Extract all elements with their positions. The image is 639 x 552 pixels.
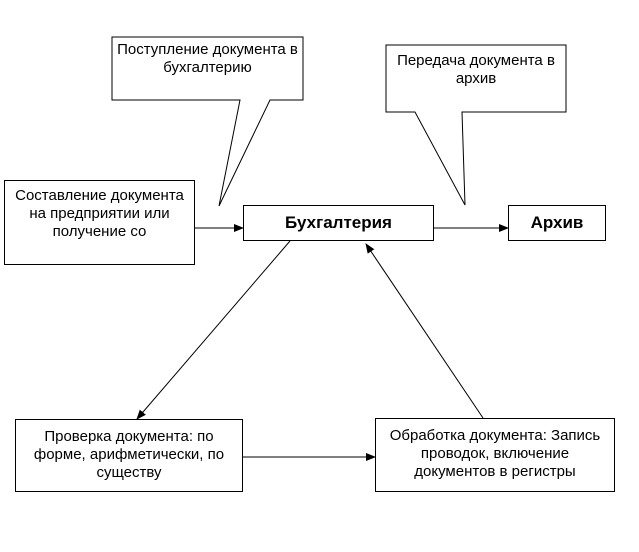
callout-receipt-label: Поступление документа в бухгалтерию xyxy=(117,41,298,76)
node-process-label: Обработка документа: Запись проводок, включение документов в регистры xyxy=(389,427,601,480)
node-archive-label: Архив xyxy=(530,213,584,232)
callout-transfer-label: Передача документа в архив xyxy=(397,52,555,87)
node-accounting-label: Бухгалтерия xyxy=(285,213,392,232)
node-archive xyxy=(508,205,606,241)
node-check xyxy=(15,419,243,492)
arrow-accounting-to-check xyxy=(137,241,290,419)
callout-receipt-text xyxy=(115,41,300,77)
node-compose-label: Составление документа на предприятии или получение со xyxy=(15,187,184,240)
node-compose xyxy=(4,180,195,265)
node-check-label: Проверка документа: по форме, арифметически, по существу xyxy=(33,428,225,481)
node-accounting xyxy=(243,205,434,241)
callout-transfer-text xyxy=(389,52,563,88)
arrow-process-to-accounting xyxy=(366,244,483,418)
node-process xyxy=(375,418,615,492)
